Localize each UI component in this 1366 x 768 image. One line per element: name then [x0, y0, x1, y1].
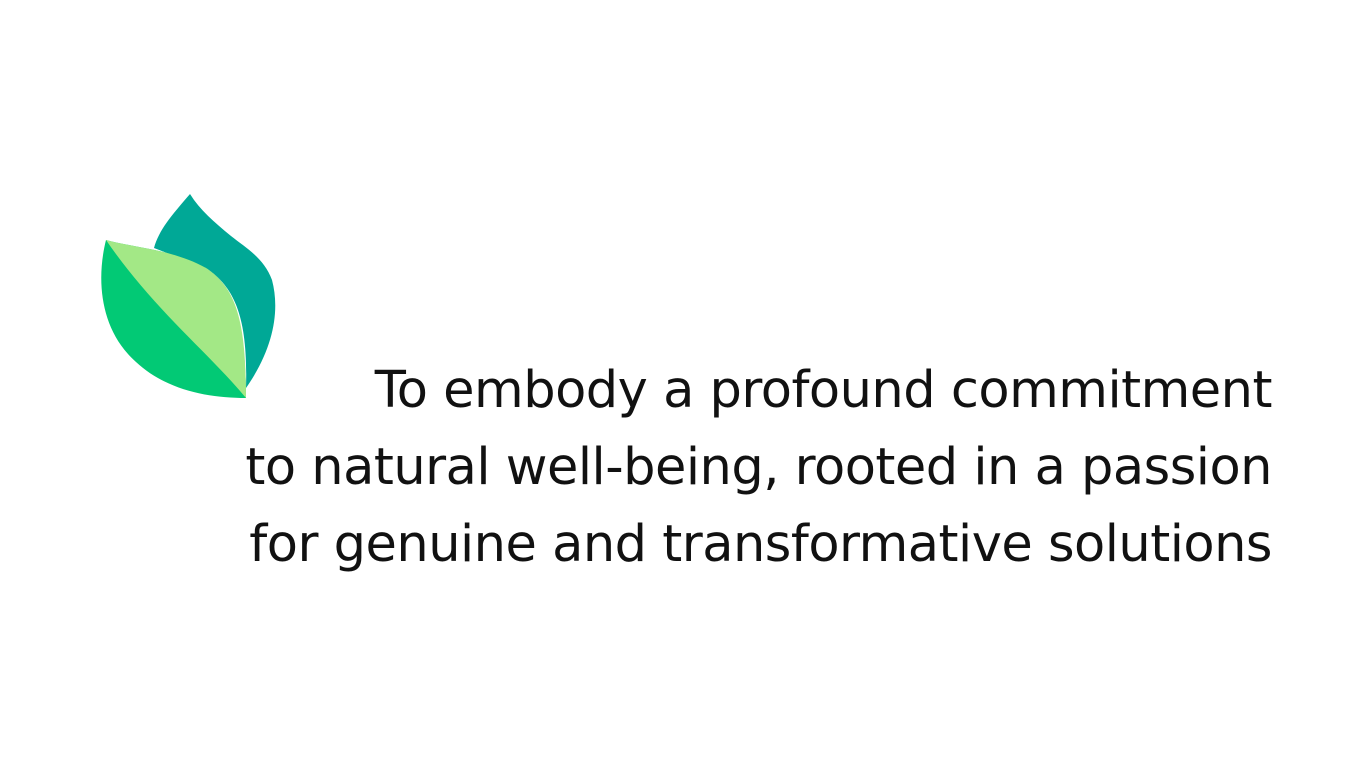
mission-line-1: To embody a profound commitment — [374, 361, 1272, 420]
mission-line-2: to natural well-being, rooted in a passion — [245, 438, 1272, 497]
mission-statement — [152, 352, 1272, 583]
mission-line-3: for genuine and transformative solutions — [249, 515, 1272, 574]
